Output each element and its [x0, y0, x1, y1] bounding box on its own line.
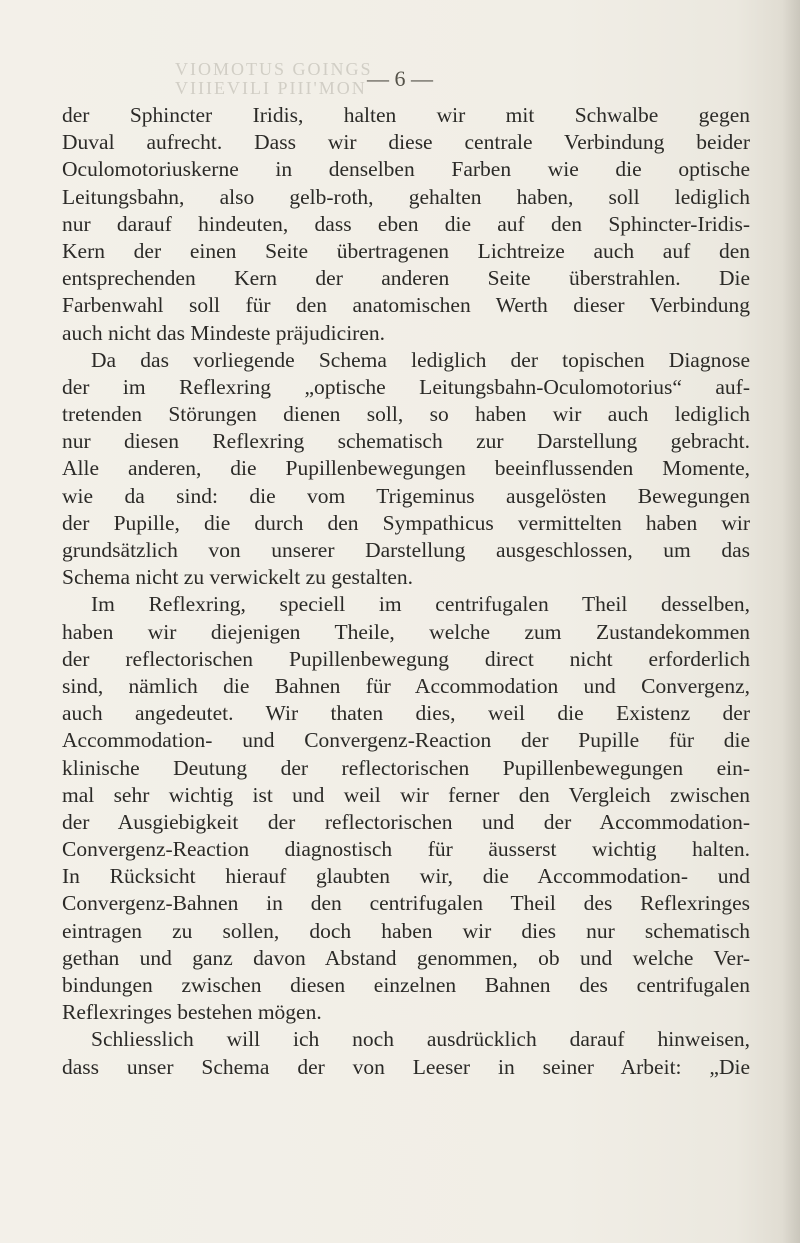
- text-line: mal sehr wichtig ist und weil wir ferner den Vergleich zwischen: [62, 782, 750, 807]
- text-line: haben wir diejenigen Theile, welche zum Zustandekommen: [62, 619, 750, 644]
- body-text: [62, 102, 750, 1081]
- text-line: der im Reflexring „optische Leitungsbahn-Oculomotorius“ auf-: [62, 374, 750, 399]
- bleed-line: VIOMOTUS GOINGS: [175, 59, 373, 79]
- text-line: Convergenz-Reaction diagnostisch für äusserst wichtig halten.: [62, 837, 750, 862]
- text-line: Schema nicht zu verwickelt zu gestalten.: [62, 565, 414, 590]
- text-line: sind, nämlich die Bahnen für Accommodation und Convergenz,: [62, 673, 750, 698]
- text-line: der Ausgiebigkeit der reflectorischen und der Accommodation-: [62, 809, 750, 834]
- text-line: Im Reflexring, speciell im centrifugalen Theil desselben,: [91, 592, 750, 617]
- text-line: Oculomotoriuskerne in denselben Farben wie die optische: [62, 157, 750, 182]
- text-line: grundsätzlich von unserer Darstellung ausgeschlossen, um das: [62, 538, 750, 562]
- text-line: Kern der einen Seite übertragenen Lichtreize auch auf den: [62, 238, 750, 263]
- text-line: Duval aufrecht. Dass wir diese centrale Verbindung beider: [62, 130, 750, 155]
- text-line: der Sphincter Iridis, halten wir mit Schwalbe gegen: [62, 103, 750, 127]
- text-line: Da das vorliegende Schema lediglich der topischen Diagnose: [91, 347, 750, 372]
- text-line: auch nicht das Mindeste präjudiciren.: [62, 320, 385, 345]
- text-line: eintragen zu sollen, doch haben wir dies nur schematisch: [62, 918, 750, 943]
- text-line: klinische Deutung der reflectorischen Pupillenbewegungen ein-: [62, 755, 750, 780]
- text-line: Farbenwahl soll für den anatomischen Werth dieser Verbindung: [62, 293, 750, 318]
- bleed-line: VIIIEVILI PIII'MON: [175, 78, 367, 98]
- text-line: tretenden Störungen dienen soll, so haben wir auch lediglich: [62, 402, 750, 427]
- text-line: Reflexringes bestehen mögen.: [62, 1000, 322, 1025]
- text-line: entsprechenden Kern der anderen Seite überstrahlen. Die: [62, 266, 750, 291]
- text-line: Accommodation- und Convergenz-Reaction der Pupille für die: [62, 728, 750, 753]
- text-line: nur diesen Reflexring schematisch zur Darstellung gebracht.: [62, 429, 750, 454]
- text-line: Convergenz-Bahnen in den centrifugalen Theil des Reflexringes: [62, 891, 750, 916]
- text-line: wie da sind: die vom Trigeminus ausgelösten Bewegungen: [62, 483, 750, 508]
- text-line: Schliesslich will ich noch ausdrücklich darauf hinweisen,: [91, 1027, 750, 1052]
- text-line: nur darauf hindeuten, dass eben die auf den Sphincter-Iridis-: [62, 211, 750, 236]
- text-line: gethan und ganz davon Abstand genommen, ob und welche Ver-: [62, 945, 750, 970]
- page-number: — 6 —: [367, 66, 433, 91]
- text-line: dass unser Schema der von Leeser in seiner Arbeit: „Die: [62, 1054, 750, 1079]
- text-line: Alle anderen, die Pupillenbewegungen beeinflussenden Momente,: [62, 456, 750, 481]
- text-line: Leitungsbahn, also gelb-roth, gehalten haben, soll lediglich: [62, 184, 750, 209]
- text-line: In Rücksicht hierauf glaubten wir, die Accommodation- und: [62, 864, 750, 889]
- page-edge-shadow: [782, 0, 800, 1243]
- text-line: auch angedeutet. Wir thaten dies, weil die Existenz der: [62, 701, 750, 726]
- text-line: der Pupille, die durch den Sympathicus vermittelten haben wir: [62, 510, 750, 535]
- text-line: bindungen zwischen diesen einzelnen Bahnen des centrifugalen: [62, 973, 750, 997]
- text-line: der reflectorischen Pupillenbewegung direct nicht erforderlich: [62, 646, 750, 671]
